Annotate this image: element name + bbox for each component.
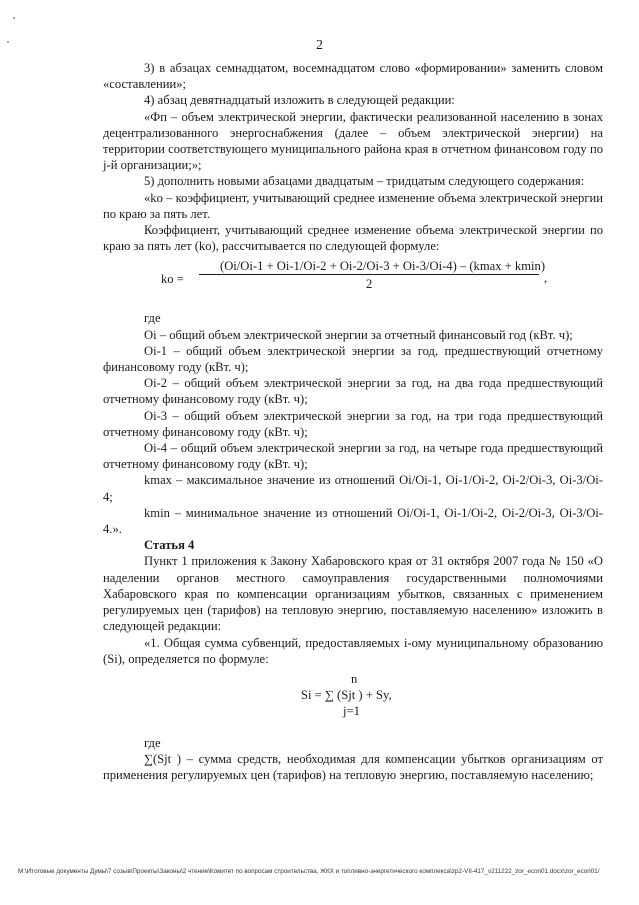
scan-speck: [13, 17, 15, 19]
paragraph-item-3: 3) в абзацах семнадцатом, восемнадцатом слово «формировании» заменить словом «составлении»;: [103, 61, 603, 92]
formula-ko-trail: ,: [544, 271, 548, 286]
paragraph-item-4: 4) абзац девятнадцатый изложить в следующей редакции:: [144, 93, 455, 108]
paragraph-fn-definition: «Фп – объем электрической энергии, фактически реализованной населению в зонах децентрализованного энергоснабжения (далее – объем электрической энергии) на территории соответствующего муниципального района края в отчетном финансовом году по j-й организации;»;: [103, 109, 603, 173]
definition-kmax: kmax – максимальное значение из отношений Oi/Oi-1, Oi-1/Oi-2, Oi-2/Oi-3, Oi-3/Oi-4;: [103, 473, 603, 504]
definition-oi-4: Oi-4 – общий объем электрической энергии за год, на четыре года предшествующий отчетному финансовому году (кВт. ч);: [103, 441, 603, 472]
si-formula: [103, 671, 603, 735]
paragraph-item-5: 5) дополнить новыми абзацами двадцатым – тридцатым следующего содержания:: [144, 174, 585, 189]
formula-ko-numerator: (Oi/Oi-1 + Oi-1/Oi-2 + Oi-2/Oi-3 + Oi-3/Oi-4) – (kmax + kmin): [220, 259, 546, 274]
definition-oi-3: Oi-3 – общий объем электрической энергии за год, на три года предшествующий отчетному финансовому году (кВт. ч);: [103, 408, 603, 439]
footer-file-path: M:\Итоговые документы Думы\7 созыв\Проекты\Законы\2 чтение\Комитет по вопросам строительства, ЖКХ и топливно-энергетического комплекса\zp2-VII-417_v211222_zor_econ01.docx\zor_econ01/: [18, 868, 600, 875]
where-label: где: [144, 311, 161, 326]
formula-si-top: n: [351, 671, 358, 686]
article4-paragraph: Пункт 1 приложения к Закону Хабаровского края от 31 октября 2007 года № 150 «О наделении органов местного самоуправления государственными полномочиями Хабаровского края по компенсации организациям убытков, связанных с применением регулируемых цен (тарифов) на тепловую энергию, поставляемую населению» изложить в следующей редакции:: [103, 554, 603, 634]
definition-kmin: kmin – минимальное значение из отношений Oi/Oi-1, Oi-1/Oi-2, Oi-2/Oi-3, Oi-3/Oi-4.».: [103, 505, 603, 537]
formula-ko-denominator: 2: [366, 277, 373, 292]
article4-formula-intro: «1. Общая сумма субвенций, предоставляемых i-ому муниципальному образованию (Si), определяется по формуле:: [103, 635, 603, 666]
article-heading: Статья 4: [144, 538, 195, 553]
formula-si-bottom: j=1: [343, 703, 360, 718]
page-number: 2: [316, 38, 323, 53]
definition-oi-1: Oi-1 – общий объем электрической энергии за год, предшествующий отчетному финансовому году (кВт. ч);: [103, 343, 603, 375]
definition-oi-2: Oi-2 – общий объем электрической энергии за год, на два года предшествующий отчетному финансовому году (кВт. ч);: [103, 376, 603, 407]
document-body: [103, 60, 603, 784]
where-label-2: где: [144, 735, 161, 750]
paragraph-ko-definition: «ko – коэффициент, учитывающий среднее изменение объема электрической энергии по краю за пять лет.: [103, 190, 603, 221]
paragraph-ko-intro: Коэффициент, учитывающий среднее изменение объема электрической энергии по краю за пять лет (ko), рассчитывается по следующей формуле:: [103, 223, 603, 254]
formula-ko-left: ko =: [161, 272, 184, 287]
ko-formula: [103, 254, 603, 310]
formula-fraction-bar: [199, 274, 539, 275]
formula-si-main: Si = ∑ (Sjt ) + Sy,: [301, 687, 392, 702]
definition-oi: Oi – общий объем электрической энергии за отчетный финансовый год (кВт. ч);: [144, 327, 573, 342]
definition-sjt: ∑(Sjt ) – сумма средств, необходимая для компенсации убытков организациям от применения регулируемых цен (тарифов) на тепловую энергию, поставляемую населению;: [103, 752, 603, 783]
